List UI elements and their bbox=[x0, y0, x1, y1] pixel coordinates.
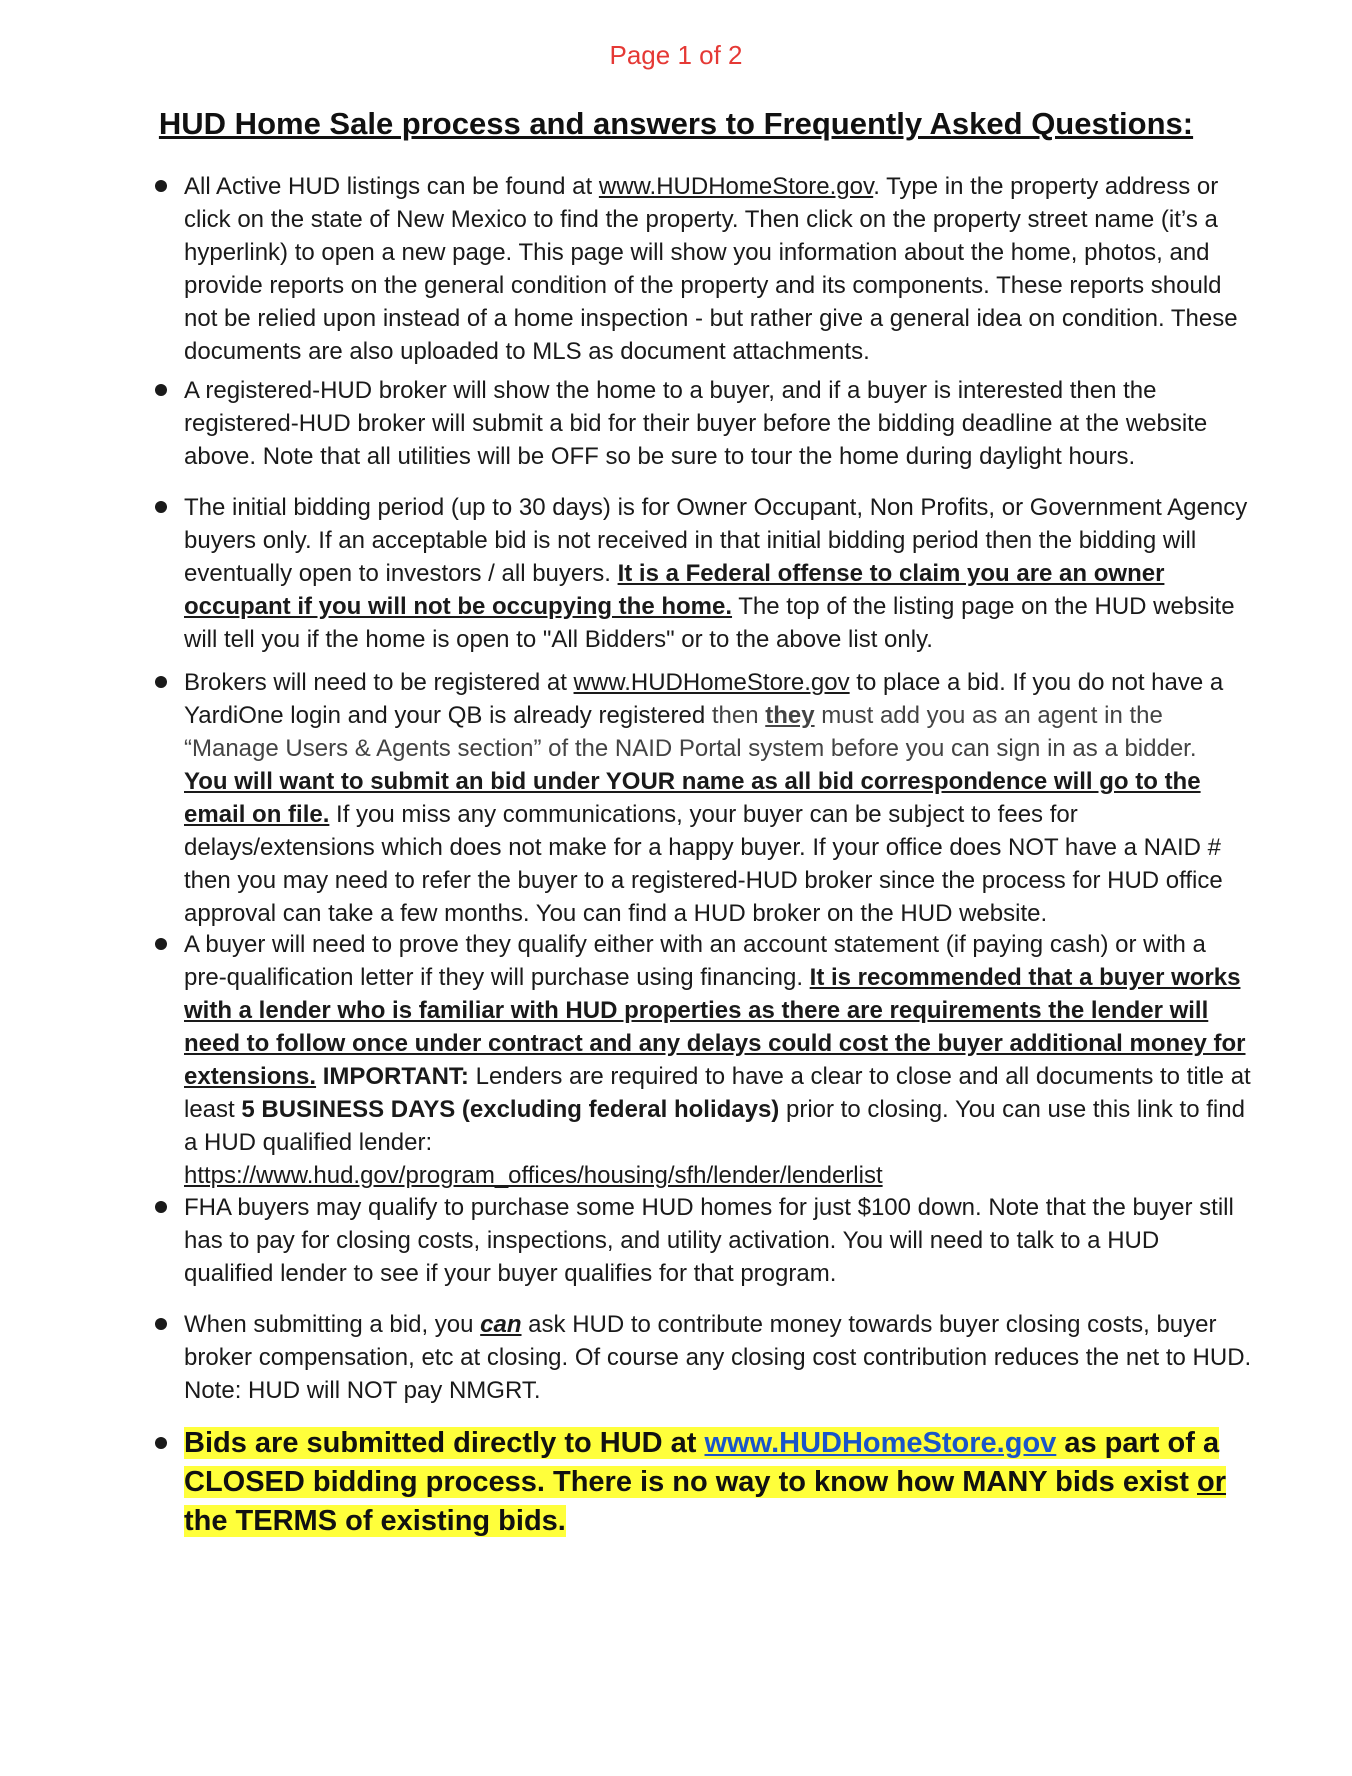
bullet-icon bbox=[155, 1437, 167, 1449]
hudhomestore-link[interactable]: www.HUDHomeStore.gov bbox=[573, 669, 850, 696]
text-span: must add you as an agent in the “Manage Users & Agents section” of the NAID Portal system before you can sign in as a bidder. bbox=[184, 702, 1197, 762]
bullet-icon bbox=[155, 1201, 167, 1213]
or-emphasis: or bbox=[1197, 1466, 1227, 1498]
text-span: as part of a CLOSED bidding process. There is no way to know how MANY bids exist bbox=[184, 1427, 1220, 1498]
list-item-text bbox=[184, 928, 1254, 1192]
lender-recommendation: It is recommended that a buyer works with a lender who is familiar with HUD properties as there are requirements the lender will need to follow once under contract and any delays could cost the buyer additional money for extensions. bbox=[184, 964, 1246, 1090]
text-span: All Active HUD listings can be found at bbox=[184, 173, 599, 200]
business-days-emphasis: 5 BUSINESS DAYS (excluding federal holidays) bbox=[241, 1096, 780, 1123]
important-label: IMPORTANT: bbox=[316, 1063, 469, 1090]
list-item-text: FHA buyers may qualify to purchase some HUD homes for just $100 down. Note that the buyer still has to pay for closing costs, inspections, and utility activation. You will need to talk to a HUD qualified lender to see if your buyer qualifies for that program. bbox=[184, 1194, 1234, 1287]
hudhomestore-link[interactable]: www.HUDHomeStore.gov bbox=[704, 1427, 1057, 1459]
text-span: ask HUD to contribute money towards buyer closing costs, buyer broker compensation, etc at closing. Of course any closing cost contribution reduces the net to HUD. Note: HUD will NOT pay NMGRT. bbox=[184, 1311, 1252, 1404]
text-span: Brokers will need to be registered at bbox=[184, 669, 574, 696]
text-span: When submitting a bid, you bbox=[184, 1311, 481, 1338]
can-emphasis: can bbox=[480, 1311, 522, 1338]
they-emphasis: they bbox=[765, 702, 815, 729]
lender-list-link[interactable]: https://www.hud.gov/program_offices/housing/sfh/lender/lenderlist bbox=[184, 1162, 883, 1189]
list-item-text: A registered-HUD broker will show the home to a buyer, and if a buyer is interested then the registered-HUD broker will submit a bid for their buyer before the bidding deadline at the website above. Note that all utilities will be OFF so be sure to tour the home during daylight hours. bbox=[184, 377, 1208, 470]
text-span: to place a bid. If you do not have a YardiOne login and your QB is already registered bbox=[184, 669, 1224, 729]
list-item-text bbox=[184, 491, 1254, 656]
list-item-text bbox=[184, 666, 1254, 930]
page-number-label: Page 1 of 2 bbox=[609, 40, 743, 70]
text-span: then bbox=[711, 702, 766, 729]
text-span: the TERMS of existing bids. bbox=[184, 1505, 566, 1537]
bullet-icon bbox=[155, 384, 167, 396]
bullet-icon bbox=[155, 1318, 167, 1330]
text-span: Lenders are required to have a clear to close and all documents to title at least bbox=[184, 1063, 1251, 1123]
bullet-icon bbox=[155, 676, 167, 688]
text-span: The top of the listing page on the HUD website will tell you if the home is open to "All Bidders" or to the above list only. bbox=[184, 593, 1235, 653]
hudhomestore-link[interactable]: www.HUDHomeStore.gov bbox=[598, 173, 874, 200]
text-span: Bids are submitted directly to HUD at bbox=[184, 1427, 705, 1459]
text-span: . Type in the property address or click on the state of New Mexico to find the property. Then click on the property street name (it’s a hyperlink) to open a new page. This page will show you information about the home, photos, and provide reports on the general condition of the property and its components. These reports should not be relied upon instead of a home inspection - but rather give a general idea on condition. These documents are also uploaded to MLS as document attachments. bbox=[184, 173, 1238, 365]
bid-name-warning: You will want to submit an bid under YOUR name as all bid correspondence will go to the email on file. bbox=[184, 768, 1201, 828]
list-item-text bbox=[184, 1308, 1254, 1407]
list-item-text bbox=[184, 170, 1254, 368]
list-item-text bbox=[184, 1424, 1254, 1541]
text-span: prior to closing. You can use this link to find a HUD qualified lender: bbox=[184, 1096, 1245, 1156]
bullet-icon bbox=[155, 501, 167, 513]
page-title: HUD Home Sale process and answers to Frequently Asked Questions: bbox=[158, 106, 1194, 141]
text-span: The initial bidding period (up to 30 days) is for Owner Occupant, Non Profits, or Government Agency buyers only. If an acceptable bid is not received in that initial bidding period then the bidding will eventually open to investors / all buyers. bbox=[184, 494, 1248, 587]
bullet-icon bbox=[155, 938, 167, 950]
text-span: If you miss any communications, your buyer can be subject to fees for delays/extensions which does not make for a happy buyer. If your office does NOT have a NAID # then you may need to refer the buyer to a registered-HUD broker since the process for HUD office approval can take a few months. You can find a HUD broker on the HUD website. bbox=[184, 801, 1223, 927]
federal-offense-warning: It is a Federal offense to claim you are an owner occupant if you will not be occupying the home. bbox=[184, 560, 1165, 620]
text-span: A buyer will need to prove they qualify either with an account statement (if paying cash) or with a pre-qualification letter if they will purchase using financing. bbox=[184, 931, 1206, 991]
bullet-icon bbox=[155, 180, 167, 192]
